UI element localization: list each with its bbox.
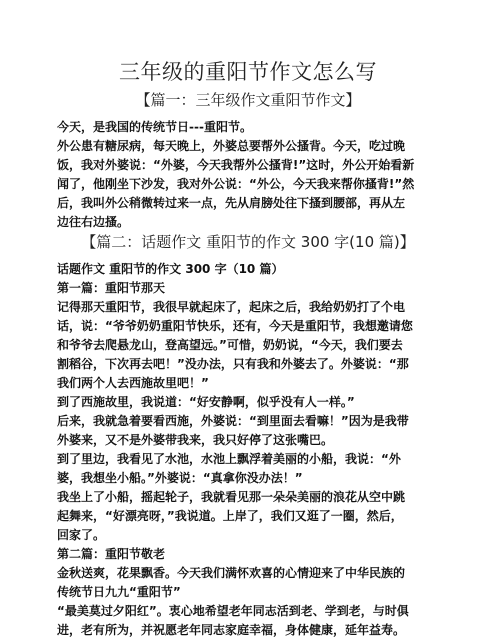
text-line: 闻了，他刚坐下沙发，我对外公说：“外公，今天我来帮你搔背!”然 [57, 177, 415, 191]
text-line: 和爷爷去爬悬龙山，登高望远。”可惜，奶奶说，“今天，我们要去 [57, 338, 403, 352]
text-line: 话，说：“爷爷奶奶重阳节快乐，还有，今天是重阳节，我想邀请您 [57, 319, 413, 333]
text-line: 第一篇：重阳节那天 [57, 281, 166, 295]
text-line: 到了西施故里，我说道：“好安静啊，似乎没有人一样。” [57, 395, 355, 409]
section-heading-2: 【篇二：话题作文 重阳节的作文 300 字(10 篇)】 [81, 233, 415, 251]
text-line: “最美莫过夕阳红”。衷心地希望老年同志活到老、学到老，与时俱 [57, 604, 409, 618]
text-line: 第二篇：重阳节敬老 [57, 547, 166, 561]
section-1-body [57, 118, 435, 232]
text-line: 记得那天重阳节，我很早就起床了，起床之后，我给奶奶打了个电 [57, 300, 406, 314]
text-line: 今天，是我国的传统节日---重阳节。 [57, 120, 252, 134]
text-line: 传统节日九九“重阳节” [57, 585, 181, 599]
text-line: 婆，我想坐小船。”外婆说：“真拿你没办法！” [57, 471, 303, 485]
text-line: 到了里边，我看见了水池，水池上飘浮着美丽的小船，我说：“外 [57, 452, 401, 466]
text-line: 边往右边搔。 [57, 215, 130, 229]
text-line: 外婆来，又不是外婆带我来，我只好停了这张嘴巴。 [57, 433, 334, 447]
section-2-body [57, 260, 435, 640]
text-line: 回家了。 [57, 528, 106, 542]
text-line: 割稻谷，下次再去吧！”没办法，只有我和外婆去了。外婆说：“那 [57, 357, 409, 371]
text-line: 我们两个人去西施故里吧！” [57, 376, 209, 390]
text-line: 起舞来，“好漂亮呀，”我说道。上岸了，我们又逛了一圈，然后， [57, 509, 403, 523]
section-heading-1: 【篇一：三年级作文重阳节作文】 [135, 91, 361, 109]
text-line: 后来，我就急着要看西施，外婆说：“到里面去看嘛！”因为是我带 [57, 414, 409, 428]
document-title: 三年级的重阳节作文怎么写 [119, 60, 377, 84]
text-line: 外公患有糖尿病，每天晚上，外婆总要帮外公搔背。今天，吃过晚 [57, 139, 406, 153]
text-line: 金秋送爽，花果飘香。今天我们满怀欢喜的心情迎来了中华民族的 [57, 566, 406, 580]
text-line: 我坐上了小船，摇起轮子，我就看见那一朵朵美丽的浪花从空中跳 [57, 490, 406, 504]
text-line: 进，老有所为，并祝愿老年同志家庭幸福，身体健康，延年益寿。 [57, 623, 406, 637]
text-line: 饭，我对外婆说：“外婆，今天我帮外公搔背!”这时，外公开始看新 [57, 158, 415, 172]
text-line: 后，我叫外公稍微转过来一点，先从肩膀处往下搔到腰部，再从左 [57, 196, 406, 210]
text-line: 话题作文 重阳节的作文 300 字（10 篇） [57, 262, 284, 276]
